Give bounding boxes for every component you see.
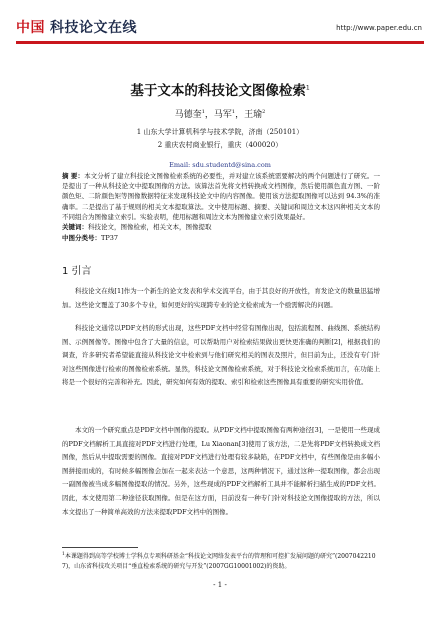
author-email[interactable]: Email: sdu.studentd@sina.com [169,161,271,169]
footnote-mark: 1 [62,552,65,557]
header-divider [16,41,424,44]
keywords [62,222,380,231]
body-paragraph: 科技论文通常以PDF文档的形式出现，这些PDF文档中经常有图像出现，包括流程图、曲线图、系统结构图、示例图像等。图像中包含了大量的信息，可以帮助用户对检索结果做出更快更准确的判断[2]，根据我们的调查，许多研究者希望能直接从科技论文中检索到与他们研究相关的图表及照片，但目前为止，还没有专门针对这些图像进行检索的图像检索系统。显然，科技论文图像检索系统，对于科技论文检索系统而言，在功能上将是一个很好的完善和补充。因此，研究如何有效的提取、索引和检索这些图像具有重要的研究实用价值。 [62,324,380,387]
classification-code [62,233,380,242]
footnote [62,550,380,571]
site-header [0,0,440,46]
page-number: - 1 - [213,581,227,589]
section-heading: 1 引言 [62,266,92,277]
keywords-text: 科技论文，图像检索，相关文本，图像提取 [88,223,212,231]
abstract [62,171,380,222]
site-logo-red: 中国 [16,20,45,36]
affiliation-2: 2 重庆农村商业银行，重庆（400020） [157,141,283,149]
footnote-divider [62,547,138,548]
author-name: 马军 [213,110,232,120]
abstract-label: 摘 要： [62,172,85,180]
author-list: 马德奎$^1$，马军$^1$，王瑜$^2$ [174,109,266,120]
body-paragraph: 科技论文在线[1]作为一个新生的论文发表和学术交流平台，由于其良好的开放性，育发论文的数量迅猛增加。这些论文覆盖了30多个专业，如何更好的实现跨专业的论文检索成为一个亟需解决的问题。 [62,287,380,309]
body-paragraph: 本文的一个研究重点是PDF文档中图像的提取。从PDF文档中提取图像有两种途径[3]，一是使用一些现成的PDF文档解析工具直接对PDF文档进行处理，Lu Xiaonan[3]使用了该方法，二是先将PDF文档转换成文档图像，然后从中提取需要的图像。直接对PDF文档进行处理有较多缺陷，在PDF文档中，有些图像是由多幅小图拼接而成的，有时候多幅图像会加在一起来表达一个意思，这两种情况下，通过这种一提取图像，都会出现一副图像被当成多幅图像提取的情况。另外，这些现成的PDF文档解析工具并不能解析扫描生成的PDF文档。因此，本文使用第二种途径获取图像。但是在这方面，目前没有一种专门针对科技论文图像提取的方法，所以本文提出了一种简单高效的方法来提取PDF文档中的图像。 [62,426,380,516]
author-name: 王瑜 [244,110,263,120]
site-url-link[interactable]: http://www.paper.edu.cn [336,24,422,32]
keywords-label: 关键词： [62,223,88,231]
author-name: 马德奎 [174,110,202,120]
clc-value: TP37 [101,234,118,242]
footnote-text: 本课题得到高等学校博士学科点专项科研基金“科技论文网络发表平台的管理和可控扩发展问题的研究”(20070422107)，山东省科技攻关项目“垂直检索系统的研究与开发”(2007GG10001002)的资助。 [62,553,376,570]
site-logo-dark: 科技论文在线 [50,20,137,36]
title-footnote-mark: 1 [305,84,310,92]
clc-label: 中图分类号： [62,234,101,242]
paper-title: 基于文本的科技论文图像检索$^1$ [130,83,310,99]
affiliation-1: 1 山东大学计算机科学与技术学院，济南（250101） [136,128,304,136]
abstract-text: 本文分析了建立科技论文图像检索系统的必要性，并对建立该系统需要解决的两个问题进行了研究。一是提出了一种从科技论文中提取图像的方法。该算法首先将文档转换成文档图像，然后使用颜色直方图、一阶颜色矩、二阶颜色矩等图像数据特征来发现科技论文中的内容图像。使用该方法提取图像可以达到 94.3%的准确率。二是提出了基于规则的相关文本提取算法。文中使用标题、摘要、关键词和周边文本这四种相关文本的不同组合为图像建立索引。实验表明，使用标题和周边文本为图像建立索引效果最好。 [62,172,381,221]
